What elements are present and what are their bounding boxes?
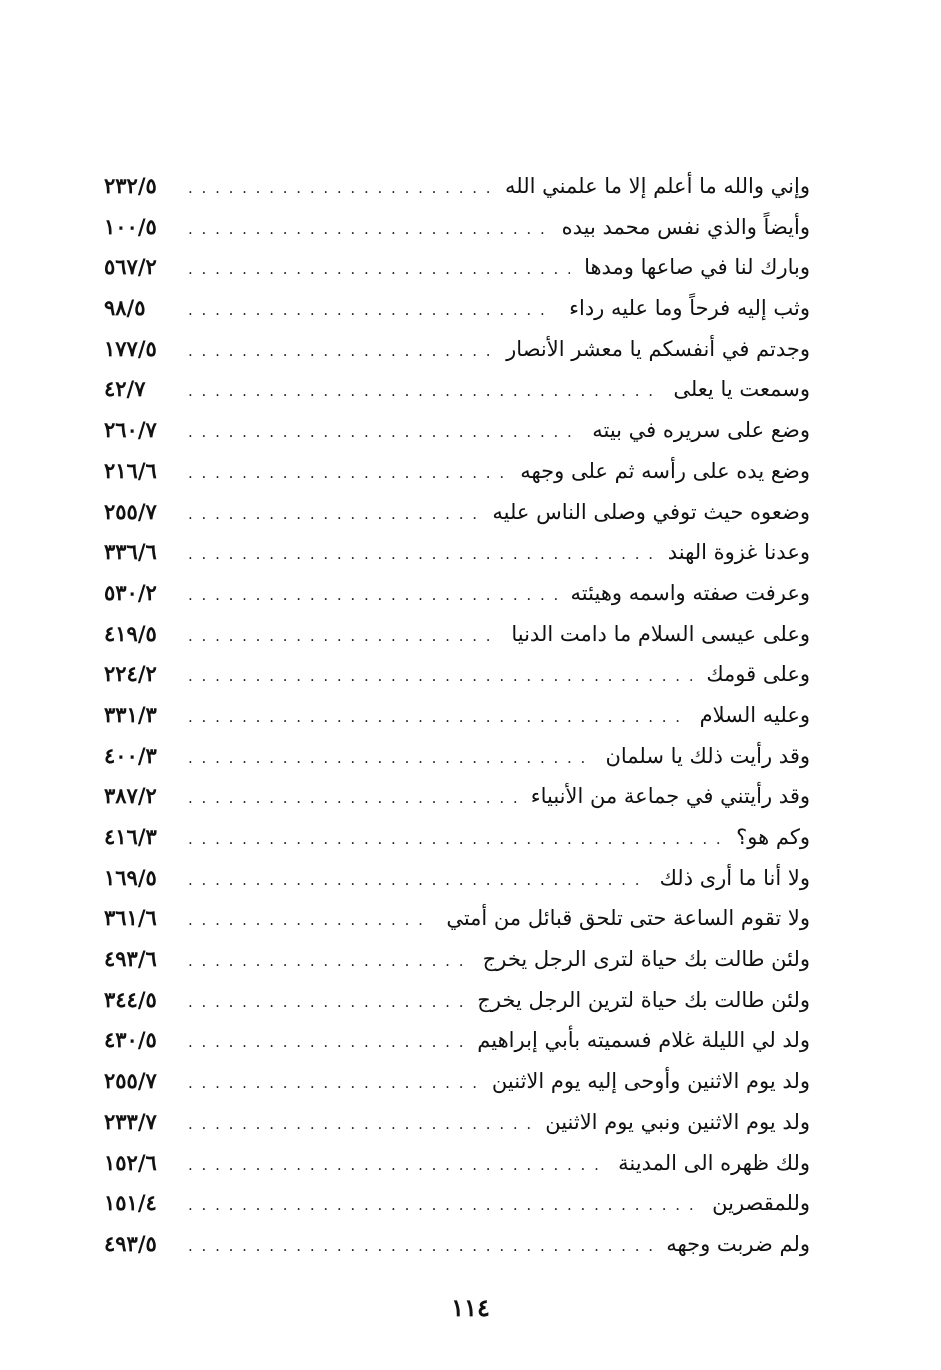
dot-leader: [188, 494, 478, 534]
entry-text: وعلى عيسى السلام ما دامت الدنيا: [511, 621, 810, 646]
dot-leader: [188, 1226, 652, 1266]
entry-text: وسمعت يا يعلى: [673, 377, 810, 402]
entry-reference: ٣٣٦/٦: [104, 539, 157, 565]
entry-text: وللمقصرين: [712, 1191, 810, 1216]
dot-leader: [188, 697, 686, 737]
index-entry: [104, 776, 810, 817]
dot-leader: [188, 900, 432, 940]
index-entry: [104, 1102, 810, 1143]
entry-reference: ١٦٩/٥: [104, 864, 157, 890]
index-entry: [104, 369, 810, 410]
entry-text: ولئن طالت بك حياة لترى الرجل يخرج: [482, 947, 810, 972]
entry-reference: ٤٣٠/٥: [104, 1027, 157, 1053]
entry-text: ولئن طالت بك حياة لترين الرجل يخرج: [477, 987, 810, 1012]
entry-text: وجدتم في أنفسكم يا معشر الأنصار: [506, 336, 810, 361]
dot-leader: [188, 168, 491, 208]
dot-leader: [188, 290, 555, 330]
entry-text: وقد رأيتني في جماعة من الأنبياء: [530, 784, 810, 809]
entry-reference: ٢١٦/٦: [104, 457, 157, 483]
entry-reference: ٣٦١/٦: [104, 905, 157, 931]
entry-reference: ٤١٦/٣: [104, 824, 157, 849]
entry-text: ولك ظهره الى المدينة: [618, 1150, 810, 1175]
page-number: ١١٤: [451, 1293, 490, 1322]
dot-leader: [188, 616, 497, 656]
dot-leader: [188, 534, 654, 574]
dot-leader: [188, 575, 557, 615]
entry-text: وثب إليه فرحاً وما عليه رداء: [569, 296, 810, 321]
entry-reference: ٤١٩/٥: [104, 620, 157, 646]
index-entry: [104, 329, 810, 370]
index-entry: [104, 695, 810, 736]
dot-leader: [188, 860, 646, 900]
entry-reference: ٥٦٧/٢: [104, 254, 157, 280]
dot-leader: [188, 738, 591, 778]
entry-text: وقد رأيت ذلك يا سلمان: [605, 743, 810, 768]
index-entry: [104, 898, 810, 939]
entry-text: ولد يوم الاثنين ونبي يوم الاثنين: [545, 1109, 810, 1134]
index-entry: [104, 288, 810, 329]
entry-reference: ١٥٢/٦: [104, 1149, 157, 1175]
entry-text: ولد يوم الاثنين وأوحى إليه يوم الاثنين: [491, 1069, 810, 1094]
index-entry: [104, 166, 810, 207]
dot-leader: [188, 371, 659, 411]
index-entry: [104, 736, 810, 777]
entry-text: وضعوه حيث توفي وصلى الناس عليه: [492, 499, 810, 524]
index-entry: [104, 573, 810, 614]
entry-reference: ٢٣٢/٥: [104, 173, 157, 198]
dot-leader: [188, 778, 517, 818]
entry-reference: ٤٩٣/٥: [104, 1230, 157, 1256]
index-entry: [104, 1224, 810, 1265]
dot-leader: [188, 249, 570, 289]
index-entry: [104, 532, 810, 573]
entry-text: ولا تقوم الساعة حتى تلحق قبائل من أمتي: [446, 906, 810, 931]
dot-leader: [188, 941, 469, 981]
entry-reference: ١٧٧/٥: [104, 335, 157, 361]
dot-leader: [188, 331, 492, 371]
entry-text: وعرفت صفته واسمه وهيئته: [570, 580, 810, 605]
index-entry: [104, 207, 810, 248]
entry-reference: ٣٨٧/٢: [104, 783, 157, 809]
dot-leader: [188, 209, 548, 249]
index-entry: [104, 247, 810, 288]
dot-leader: [188, 412, 578, 452]
index-entry: [104, 817, 810, 858]
index-entry: [104, 980, 810, 1021]
index-entry: [104, 614, 810, 655]
entry-text: وإني والله ما أعلم إلا ما علمني الله: [505, 174, 810, 198]
entry-reference: ٢٥٥/٧: [104, 498, 157, 524]
entry-reference: ٥٣٠/٢: [104, 579, 157, 605]
index-entry: [104, 1143, 810, 1184]
dot-leader: [188, 656, 692, 696]
entry-reference: ٣٤٤/٥: [104, 986, 157, 1012]
entry-text: ولم ضربت وجهه: [666, 1231, 810, 1256]
dot-leader: [188, 1104, 531, 1144]
entry-text: وبارك لنا في صاعها ومدها: [584, 255, 810, 280]
index-entry: [104, 654, 810, 695]
entry-reference: ٤٩٣/٦: [104, 946, 157, 972]
entry-text: وعلى قومك: [706, 662, 810, 687]
dot-leader: [188, 453, 506, 493]
entry-text: وأيضاً والذي نفس محمد بيده: [561, 214, 810, 239]
entry-text: وعدنا غزوة الهند: [667, 540, 810, 565]
entry-reference: ٩٨/٥: [104, 295, 146, 321]
entry-reference: ٤٠٠/٣: [104, 742, 157, 768]
dot-leader: [188, 1063, 478, 1103]
entry-text: وضع على سريره في بيته: [592, 418, 810, 443]
entry-text: وضع يده على رأسه ثم على وجهه: [520, 458, 810, 483]
index-entry: [104, 858, 810, 899]
entry-reference: ١٠٠/٥: [104, 213, 157, 239]
entry-reference: ٣٣١/٣: [104, 701, 157, 727]
index-entry: [104, 1061, 810, 1102]
entry-reference: ٤٢/٧: [104, 376, 146, 402]
entry-text: ولد لي الليلة غلام فسميته بأبي إبراهيم: [477, 1028, 810, 1053]
dot-leader: [188, 1185, 698, 1225]
dot-leader: [188, 819, 722, 859]
entry-text: ولا أنا ما أرى ذلك: [659, 865, 810, 890]
entry-reference: ٢٣٣/٧: [104, 1108, 157, 1134]
index-entry: [104, 492, 810, 533]
dot-leader: [188, 982, 463, 1022]
entry-reference: ٢٦٠/٧: [104, 417, 157, 443]
dot-leader: [188, 1145, 604, 1185]
entry-reference: ٢٥٥/٧: [104, 1068, 157, 1094]
entry-reference: ٢٢٤/٢: [104, 661, 157, 687]
entry-text: وكم هو؟: [736, 825, 810, 849]
dot-leader: [188, 1022, 463, 1062]
entry-reference: ١٥١/٤: [104, 1190, 157, 1216]
entry-text: وعليه السلام: [699, 702, 810, 727]
hadith-index-list: [104, 166, 810, 1265]
index-entry: [104, 939, 810, 980]
index-entry: [104, 410, 810, 451]
index-entry: [104, 1183, 810, 1224]
index-entry: [104, 1020, 810, 1061]
index-entry: [104, 451, 810, 492]
